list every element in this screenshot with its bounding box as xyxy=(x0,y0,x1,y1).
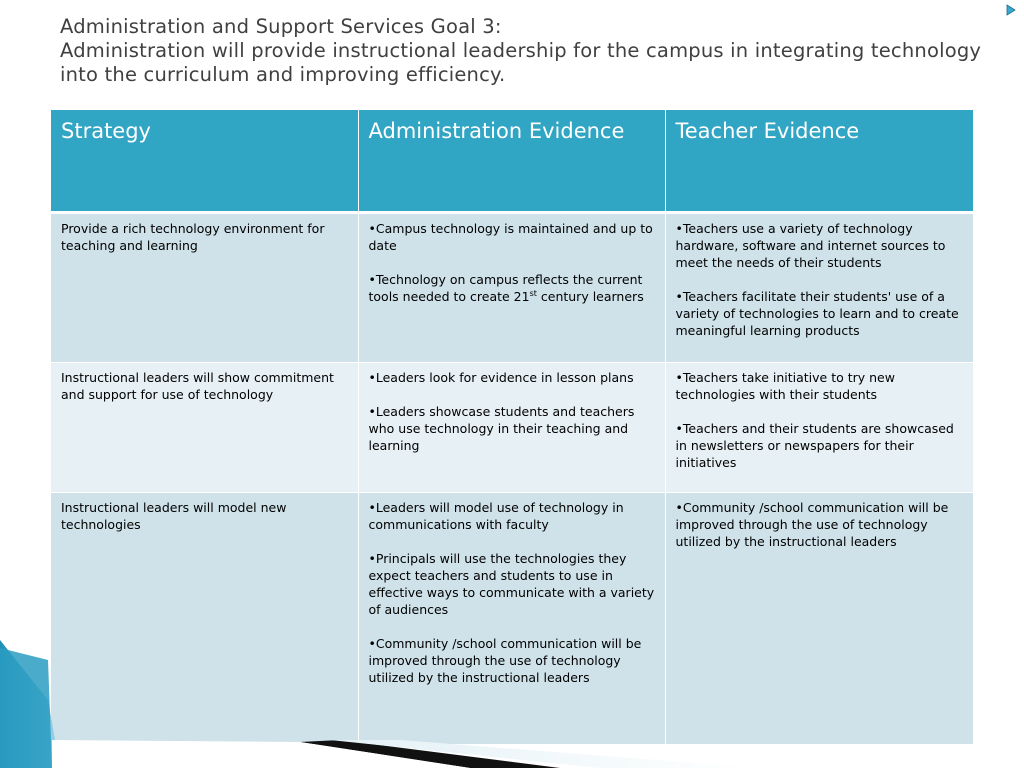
admin-evidence-cell xyxy=(358,213,665,363)
admin-item-text: •Technology on campus reflects the current tools needed to create 21 xyxy=(368,272,643,304)
admin-item-text-cont: century learners xyxy=(540,289,644,304)
strategy-cell xyxy=(51,493,358,745)
strategy-cell xyxy=(51,213,358,363)
teacher-evidence-cell xyxy=(665,493,973,745)
teacher-item: •Teachers facilitate their students' use of a variety of technologies to learn and to create meaningful learning products xyxy=(675,289,959,338)
admin-evidence-cell xyxy=(358,493,665,745)
admin-item: •Principals will use the technologies they expect teachers and students to use in effective ways to communicate with a variety of audiences xyxy=(368,551,655,617)
title-line-2: Administration will provide instructional leadership for the campus in integrating technology xyxy=(60,39,982,62)
title-line-3: into the curriculum and improving efficiency. xyxy=(60,63,506,86)
strategy-text: Provide a rich technology environment for teaching and learning xyxy=(61,221,325,253)
admin-item: •Leaders look for evidence in lesson plans xyxy=(368,370,634,385)
ordinal-suffix: st xyxy=(529,289,537,298)
admin-item xyxy=(369,271,655,305)
teacher-item: •Teachers use a variety of technology hardware, software and internet sources to meet the needs of their students xyxy=(675,221,946,270)
teacher-item: •Teachers take initiative to try new technologies with their students xyxy=(675,370,895,402)
strategy-text: Instructional leaders will show commitment and support for use of technology xyxy=(61,370,334,402)
admin-item: •Community /school communication will be improved through the use of technology utilized by the instructional leaders xyxy=(368,636,642,685)
admin-evidence-cell xyxy=(358,363,665,493)
strategy-text: Instructional leaders will model new technologies xyxy=(61,500,287,532)
header-admin-evidence: Administration Evidence xyxy=(358,110,665,213)
evidence-table xyxy=(51,110,973,745)
play-arrow-icon[interactable] xyxy=(1006,4,1016,16)
title-line-1: Administration and Support Services Goal 3: xyxy=(60,15,502,38)
admin-item: •Leaders showcase students and teachers who use technology in their teaching and learning xyxy=(368,404,635,453)
table-row xyxy=(51,213,973,363)
header-strategy: Strategy xyxy=(51,110,358,213)
table-row xyxy=(51,363,973,493)
table-header-row xyxy=(51,110,973,213)
table-row xyxy=(51,493,973,745)
teacher-evidence-cell xyxy=(665,363,973,493)
header-teacher-evidence: Teacher Evidence xyxy=(665,110,973,213)
admin-item: •Campus technology is maintained and up to date xyxy=(368,221,653,253)
strategy-cell xyxy=(51,363,358,493)
teacher-item: •Teachers and their students are showcased in newsletters or newspapers for their initiatives xyxy=(675,421,954,470)
slide-title xyxy=(60,15,1000,87)
teacher-evidence-cell xyxy=(665,213,973,363)
teacher-item: •Community /school communication will be improved through the use of technology utilized by the instructional leaders xyxy=(675,500,949,549)
admin-item: •Leaders will model use of technology in communications with faculty xyxy=(368,500,624,532)
